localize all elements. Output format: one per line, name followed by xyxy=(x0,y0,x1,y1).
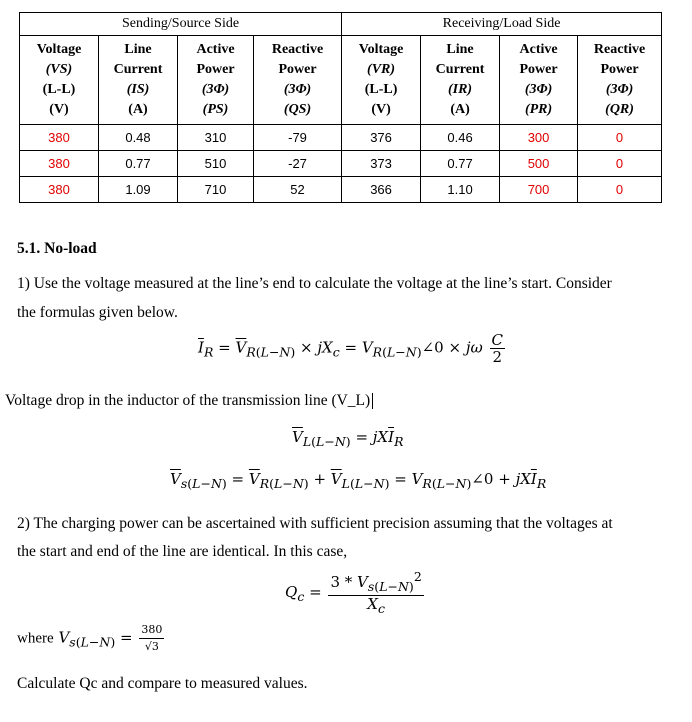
measurement-table xyxy=(19,12,662,203)
header-line: (VR) xyxy=(367,62,396,77)
header-line: Active xyxy=(196,42,235,57)
question-1-line-1: 1) Use the voltage measured at the line’s end to calculate the voltage at the line’s start. Consider xyxy=(17,275,612,292)
table-cell: 1.09 xyxy=(99,177,178,203)
equation-3: $\overline{V}_{s(L-N)} = \overline{V}_{R(L-N)} + \overline{V}_{L(L-N)}$ = $V_{R(L-N)}\angle 0 + jX\overline{I}_R$ xyxy=(170,470,547,491)
header-line: Active xyxy=(519,42,558,57)
column-header-row xyxy=(20,36,662,125)
header-line: Current xyxy=(113,62,163,77)
header-line: (QS) xyxy=(283,102,312,117)
question-2-line-1: 2) The charging power can be ascertained with sufficient precision assuming that the voltages at xyxy=(17,515,613,532)
header-line: (3Φ) xyxy=(283,82,312,97)
header-line: (PR) xyxy=(524,102,553,117)
header-line: Power xyxy=(278,62,317,77)
header-line: (A) xyxy=(450,102,470,117)
header-line: Line xyxy=(124,42,152,57)
table-cell: 380 xyxy=(20,177,99,203)
receiving-side-header: Receiving/Load Side xyxy=(342,13,662,36)
table-cell: 0.48 xyxy=(99,125,178,151)
table-cell: 700 xyxy=(500,177,578,203)
equation-4: $Q_c$ = $\frac{3 * V_{s(L-N)}^2}{X_c}$ xyxy=(285,569,422,616)
header-line: (IR) xyxy=(447,82,473,97)
table-row xyxy=(20,125,662,151)
header-line: Current xyxy=(435,62,485,77)
table-cell: 510 xyxy=(178,151,254,177)
voltage-drop-label: Voltage drop in the inductor of the transmission line (V_L) xyxy=(5,390,373,412)
header-line: Power xyxy=(519,62,558,77)
column-header-3 xyxy=(254,36,342,125)
header-line: (IS) xyxy=(126,82,150,97)
table-cell: 710 xyxy=(178,177,254,203)
column-header-2 xyxy=(178,36,254,125)
table-cell: 500 xyxy=(500,151,578,177)
table-cell: 0.77 xyxy=(421,151,500,177)
table-cell: 0 xyxy=(578,151,662,177)
sending-side-header: Sending/Source Side xyxy=(20,13,342,36)
table-cell: 380 xyxy=(20,151,99,177)
final-instruction: Calculate Qc and compare to measured values. xyxy=(17,675,308,692)
header-line: (3Φ) xyxy=(524,82,553,97)
header-line: Reactive xyxy=(593,42,646,57)
text-cursor xyxy=(372,393,373,409)
table-cell: 0.46 xyxy=(421,125,500,151)
header-line: (A) xyxy=(128,102,148,117)
where-definition: where $V_{s(L-N)}$ = $\frac{380}{√3}$ xyxy=(17,623,163,653)
table-cell: 52 xyxy=(254,177,342,203)
question-2-line-2: the start and end of the line are identical. In this case, xyxy=(17,543,348,560)
table-cell: 1.10 xyxy=(421,177,500,203)
table-cell: 380 xyxy=(20,125,99,151)
header-line: Reactive xyxy=(271,42,324,57)
equation-2: $\overline{V}_{L(L-N)} = jX\overline{I}_R$ xyxy=(292,428,404,449)
header-line: (3Φ) xyxy=(605,82,634,97)
header-line: (QR) xyxy=(605,102,634,117)
header-line: (L-L) xyxy=(364,82,398,97)
table-row xyxy=(20,151,662,177)
column-header-7 xyxy=(578,36,662,125)
header-line: (L-L) xyxy=(42,82,76,97)
table-cell: 0.77 xyxy=(99,151,178,177)
column-header-4 xyxy=(342,36,421,125)
table-cell: 0 xyxy=(578,125,662,151)
header-line: (VS) xyxy=(45,62,73,77)
table-cell: -27 xyxy=(254,151,342,177)
column-header-5 xyxy=(421,36,500,125)
table-cell: 376 xyxy=(342,125,421,151)
table-cell: 0 xyxy=(578,177,662,203)
table-cell: -79 xyxy=(254,125,342,151)
header-line: (V) xyxy=(371,102,391,117)
column-header-6 xyxy=(500,36,578,125)
table-cell: 310 xyxy=(178,125,254,151)
header-line: Voltage xyxy=(358,42,404,57)
header-line: Power xyxy=(600,62,639,77)
header-line: Power xyxy=(196,62,235,77)
header-line: (PS) xyxy=(202,102,229,117)
header-line: Voltage xyxy=(36,42,82,57)
header-line: (V) xyxy=(49,102,69,117)
header-line: (3Φ) xyxy=(201,82,230,97)
table-cell: 300 xyxy=(500,125,578,151)
equation-1: $\overline{I}_R = \overline{V}_{R(L-N)} \times jX_c$ = $V_{R(L-N)}\angle 0 \times j\omega$ $\frac{C}{2}$ xyxy=(198,331,503,366)
header-line: Line xyxy=(446,42,474,57)
table-row xyxy=(20,177,662,203)
table-cell: 373 xyxy=(342,151,421,177)
column-header-0 xyxy=(20,36,99,125)
question-1-line-2: the formulas given below. xyxy=(17,304,178,321)
column-header-1 xyxy=(99,36,178,125)
table-cell: 366 xyxy=(342,177,421,203)
section-heading: 5.1. No-load xyxy=(17,240,97,257)
